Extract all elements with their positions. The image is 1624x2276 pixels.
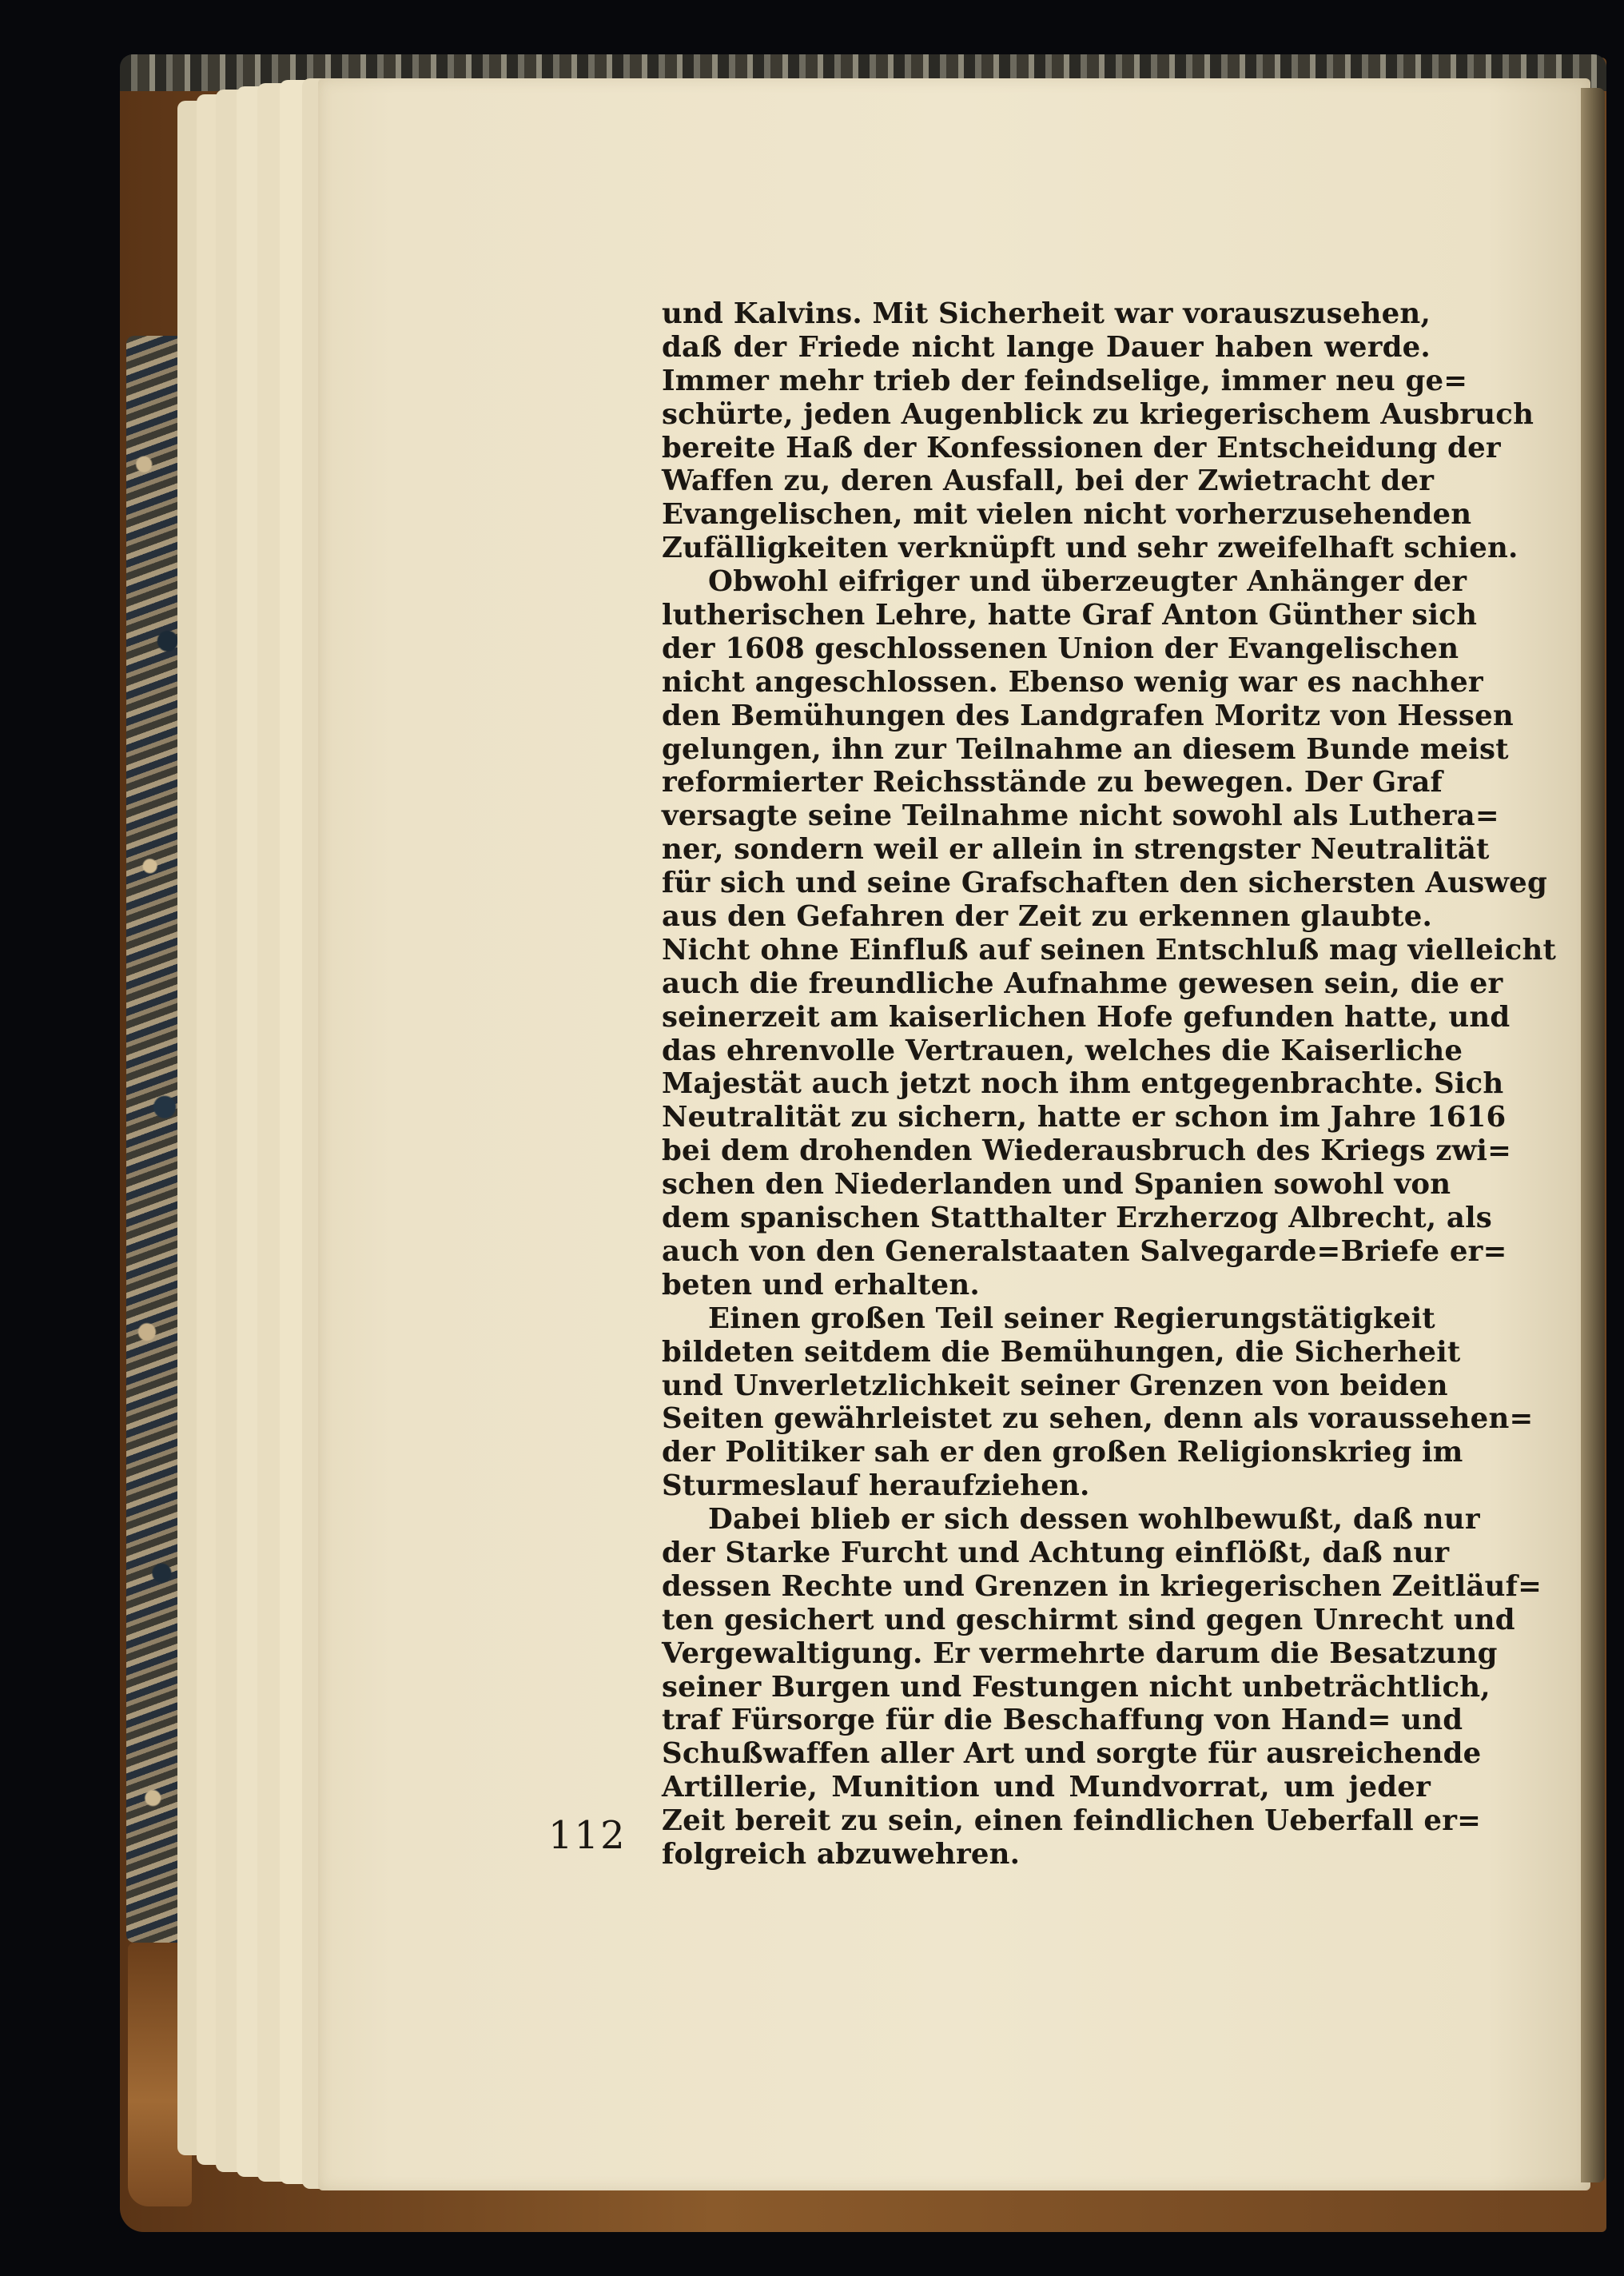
- body-text: [662, 297, 1557, 1871]
- text-line: für sich und seine Grafschaften den sichersten Ausweg: [662, 867, 1547, 900]
- text-line: seiner Burgen und Festungen nicht unbeträchtlich,: [662, 1670, 1491, 1704]
- text-line: bildeten seitdem die Bemühungen, die Sicherheit: [662, 1335, 1461, 1369]
- text-line: Dabei blieb er sich dessen wohlbewußt, daß nur: [708, 1503, 1480, 1537]
- text-line: Waffen zu, deren Ausfall, bei der Zwietracht der: [662, 464, 1435, 498]
- text-line: dessen Rechte und Grenzen in kriegerischen Zeitläuf=: [662, 1569, 1542, 1603]
- marbled-edge: [126, 336, 185, 1943]
- text-line: Sturmeslauf heraufziehen.: [662, 1469, 1090, 1503]
- text-line: schen den Niederlanden und Spanien sowohl von: [662, 1168, 1451, 1202]
- text-line: ner, sondern weil er allein in strengster Neutralität: [662, 833, 1490, 867]
- text-line: der 1608 geschlossenen Union der Evangelischen: [662, 632, 1459, 665]
- text-line: Majestät auch jetzt noch ihm entgegenbrachte. Sich: [662, 1067, 1504, 1101]
- text-line: versagte seine Teilnahme nicht sowohl als Luthera=: [662, 799, 1499, 833]
- text-line: Zufälligkeiten verknüpft und sehr zweifelhaft schien.: [662, 532, 1519, 565]
- text-line: Evangelischen, mit vielen nicht vorherzusehenden: [662, 498, 1472, 532]
- text-line: Schußwaffen aller Art und sorgte für ausreichende: [662, 1737, 1482, 1771]
- text-line: aus den Gefahren der Zeit zu erkennen glaubte.: [662, 900, 1433, 934]
- text-line: den Bemühungen des Landgrafen Moritz von Hessen: [662, 699, 1514, 732]
- text-line: bei dem drohenden Wiederausbruch des Kriegs zwi=: [662, 1134, 1512, 1168]
- text-line: reformierter Reichsstände zu bewegen. Der Graf: [662, 766, 1443, 799]
- text-line: Zeit bereit zu sein, einen feindlichen Ueberfall er=: [662, 1804, 1482, 1838]
- text-line: der Politiker sah er den großen Religionskrieg im: [662, 1436, 1463, 1469]
- text-line: das ehrenvolle Vertrauen, welches die Kaiserliche: [662, 1034, 1463, 1067]
- text-line: und Unverletzlichkeit seiner Grenzen von beiden: [662, 1369, 1448, 1402]
- text-line: Vergewaltigung. Er vermehrte darum die Besatzung: [662, 1636, 1498, 1670]
- text-line: auch die freundliche Aufnahme gewesen sein, die er: [662, 967, 1503, 1000]
- text-line: Artillerie, Munition und Mundvorrat, um jeder: [662, 1771, 1431, 1804]
- text-line: Immer mehr trieb der feindselige, immer neu ge=: [662, 364, 1468, 397]
- text-line: Neutralität zu sichern, hatte er schon im Jahre 1616: [662, 1101, 1507, 1134]
- text-line: daß der Friede nicht lange Dauer haben werde.: [662, 330, 1431, 364]
- text-line: nicht angeschlossen. Ebenso wenig war es nachher: [662, 665, 1483, 699]
- text-line: bereite Haß der Konfessionen der Entscheidung der: [662, 431, 1501, 464]
- page-gutter-shadow: [1581, 88, 1605, 2182]
- text-line: dem spanischen Statthalter Erzherzog Albrecht, als: [662, 1202, 1492, 1235]
- text-line: und Kalvins. Mit Sicherheit war vorauszusehen,: [662, 297, 1431, 330]
- text-line: lutherischen Lehre, hatte Graf Anton Günther sich: [662, 599, 1478, 632]
- text-line: traf Fürsorge für die Beschaffung von Hand= und: [662, 1704, 1463, 1737]
- text-line: gelungen, ihn zur Teilnahme an diesem Bunde meist: [662, 732, 1509, 766]
- text-line: der Starke Furcht und Achtung einflößt, daß nur: [662, 1536, 1450, 1569]
- text-line: Obwohl eifriger und überzeugter Anhänger der: [708, 565, 1467, 599]
- text-line: Einen großen Teil seiner Regierungstätigkeit: [708, 1301, 1435, 1335]
- text-line: beten und erhalten.: [662, 1268, 980, 1301]
- page-number: 112: [548, 1813, 627, 1858]
- text-line: ten gesichert und geschirmt sind gegen Unrecht und: [662, 1603, 1515, 1636]
- text-line: Seiten gewährleistet zu sehen, denn als voraussehen=: [662, 1402, 1534, 1436]
- text-line: auch von den Generalstaaten Salvegarde=Briefe er=: [662, 1234, 1507, 1268]
- text-line: schürte, jeden Augenblick zu kriegerischem Ausbruch: [662, 397, 1534, 431]
- text-line: folgreich abzuwehren.: [662, 1837, 1021, 1871]
- text-line: seinerzeit am kaiserlichen Hofe gefunden hatte, und: [662, 1000, 1511, 1034]
- text-line: Nicht ohne Einfluß auf seinen Entschluß mag vielleicht: [662, 933, 1557, 967]
